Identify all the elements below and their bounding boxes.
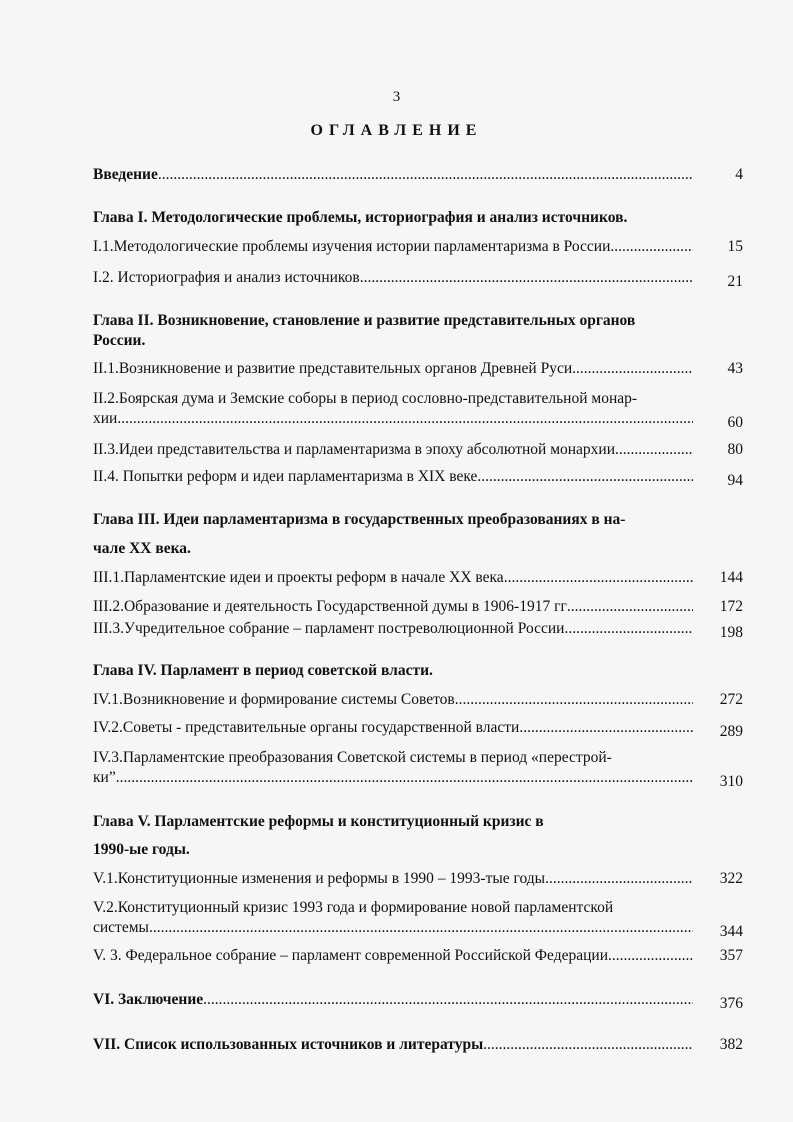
toc-page: 357 bbox=[719, 947, 743, 964]
toc-page: 382 bbox=[719, 1036, 743, 1053]
chapter-heading-3-cont: чале XX века. bbox=[93, 540, 191, 557]
toc-entry-text: IV.2.Советы - представительные органы государственной власти bbox=[93, 719, 520, 736]
toc-entry bbox=[93, 766, 743, 790]
toc-page: 172 bbox=[719, 598, 743, 615]
toc-entry-text: V.2.Конституционный кризис 1993 года и формирование новой парламентской bbox=[93, 899, 614, 916]
toc-entry-text: III.2.Образование и деятельность Государственной думы в 1906-1917 гг bbox=[93, 598, 567, 615]
toc-leader bbox=[360, 266, 693, 290]
toc-leader bbox=[564, 617, 693, 641]
toc-entry bbox=[93, 566, 743, 590]
toc-entry-text: II.4. Попытки реформ и идеи парламентаризма в XIX веке bbox=[93, 468, 478, 485]
toc-leader bbox=[455, 688, 693, 712]
toc-page: 94 bbox=[727, 472, 743, 489]
toc-leader bbox=[615, 438, 693, 462]
toc-leader bbox=[519, 716, 693, 740]
toc-page: 344 bbox=[719, 923, 743, 940]
toc-entry-text: системы bbox=[93, 919, 149, 936]
toc-entry-text: I.1.Методологические проблемы изучения истории парламентаризма в России bbox=[93, 238, 611, 255]
toc-page: 80 bbox=[727, 441, 743, 458]
toc-page: 4 bbox=[735, 166, 743, 183]
toc-page: 43 bbox=[727, 360, 743, 377]
toc-leader bbox=[567, 595, 693, 619]
toc-entry-conclusion bbox=[93, 988, 743, 1012]
toc-entry bbox=[93, 407, 743, 431]
toc-page: 198 bbox=[719, 624, 743, 641]
chapter-heading-4: Глава IV. Парламент в период советской власти. bbox=[93, 662, 433, 679]
chapter-heading-2-cont: России. bbox=[93, 332, 146, 349]
toc-page: 21 bbox=[727, 273, 743, 290]
toc-page: 289 bbox=[719, 723, 743, 740]
toc-entry bbox=[93, 266, 743, 290]
toc-leader bbox=[572, 357, 693, 381]
page-title: ОГЛАВЛЕНИЕ bbox=[310, 122, 483, 139]
toc-leader bbox=[203, 988, 693, 1012]
toc-entry-text: VI. Заключение bbox=[93, 991, 204, 1008]
toc-entry-text: Введение bbox=[93, 166, 158, 183]
toc-entry-text: IV.1.Возникновение и формирование системы Советов bbox=[93, 691, 455, 708]
chapter-heading-5-cont: 1990-ые годы. bbox=[93, 841, 190, 858]
toc-page: 15 bbox=[727, 238, 743, 255]
toc-leader bbox=[117, 407, 693, 431]
toc-page: 376 bbox=[719, 995, 743, 1012]
toc-leader bbox=[504, 566, 693, 590]
toc-entry bbox=[93, 595, 743, 619]
toc-entry-text: II.1.Возникновение и развитие представительных органов Древней Руси bbox=[93, 360, 573, 377]
toc-leader bbox=[149, 916, 693, 940]
chapter-heading-5: Глава V. Парламентские реформы и конституционный кризис в bbox=[93, 813, 544, 830]
toc-leader bbox=[483, 1033, 693, 1057]
toc-entry-text: I.2. Историография и анализ источников bbox=[93, 269, 360, 286]
toc-entry-text: II.2.Боярская дума и Земские соборы в период сословно-представительной монар- bbox=[93, 390, 638, 407]
toc-entry bbox=[93, 867, 743, 891]
toc-page: 272 bbox=[719, 691, 743, 708]
toc-leader bbox=[158, 163, 693, 187]
toc-leader bbox=[545, 867, 693, 891]
toc-leader bbox=[608, 944, 693, 968]
toc-entry bbox=[93, 617, 743, 641]
toc-entry bbox=[93, 235, 743, 259]
toc-entry-text: IV.3.Парламентские преобразования Советской системы в период «перестрой- bbox=[93, 749, 612, 766]
toc-entry bbox=[93, 916, 743, 940]
toc-entry-text: III.3.Учредительное собрание – парламент постреволюционной России bbox=[93, 620, 565, 637]
page-number: 3 bbox=[392, 89, 401, 105]
toc-leader bbox=[610, 235, 693, 259]
toc-page: 310 bbox=[719, 773, 743, 790]
toc-entry-text: ки” bbox=[93, 769, 116, 786]
toc-entry-text: III.1.Парламентские идеи и проекты реформ в начале XX века bbox=[93, 569, 504, 586]
chapter-heading-2: Глава II. Возникновение, становление и развитие представительных органов bbox=[93, 312, 636, 329]
toc-entry bbox=[93, 688, 743, 712]
toc-page: 60 bbox=[727, 414, 743, 431]
toc-entry bbox=[93, 716, 743, 740]
chapter-heading-1: Глава I. Методологические проблемы, историография и анализ источников. bbox=[93, 209, 628, 226]
toc-entry bbox=[93, 465, 743, 489]
toc-leader bbox=[116, 766, 693, 790]
toc-entry-text: II.3.Идеи представительства и парламентаризма в эпоху абсолютной монархии bbox=[93, 441, 616, 458]
toc-page: 322 bbox=[719, 870, 743, 887]
toc-entry-text: V.1.Конституционные изменения и реформы в 1990 – 1993-тые годы bbox=[93, 870, 546, 887]
toc-entry-text: хии bbox=[93, 410, 118, 427]
toc-entry-bibliography bbox=[93, 1033, 743, 1057]
toc-entry bbox=[93, 357, 743, 381]
chapter-heading-3: Глава III. Идеи парламентаризма в государственных преобразованиях в на- bbox=[93, 511, 626, 528]
toc-entry-intro bbox=[93, 163, 743, 187]
toc-entry bbox=[93, 944, 743, 968]
toc-leader bbox=[477, 465, 693, 489]
toc-entry-text: VII. Список использованных источников и литературы bbox=[93, 1036, 484, 1053]
toc-entry bbox=[93, 438, 743, 462]
toc-page: 144 bbox=[719, 569, 743, 586]
toc-entry-text: V. 3. Федеральное собрание – парламент современной Российской Федерации bbox=[93, 947, 609, 964]
